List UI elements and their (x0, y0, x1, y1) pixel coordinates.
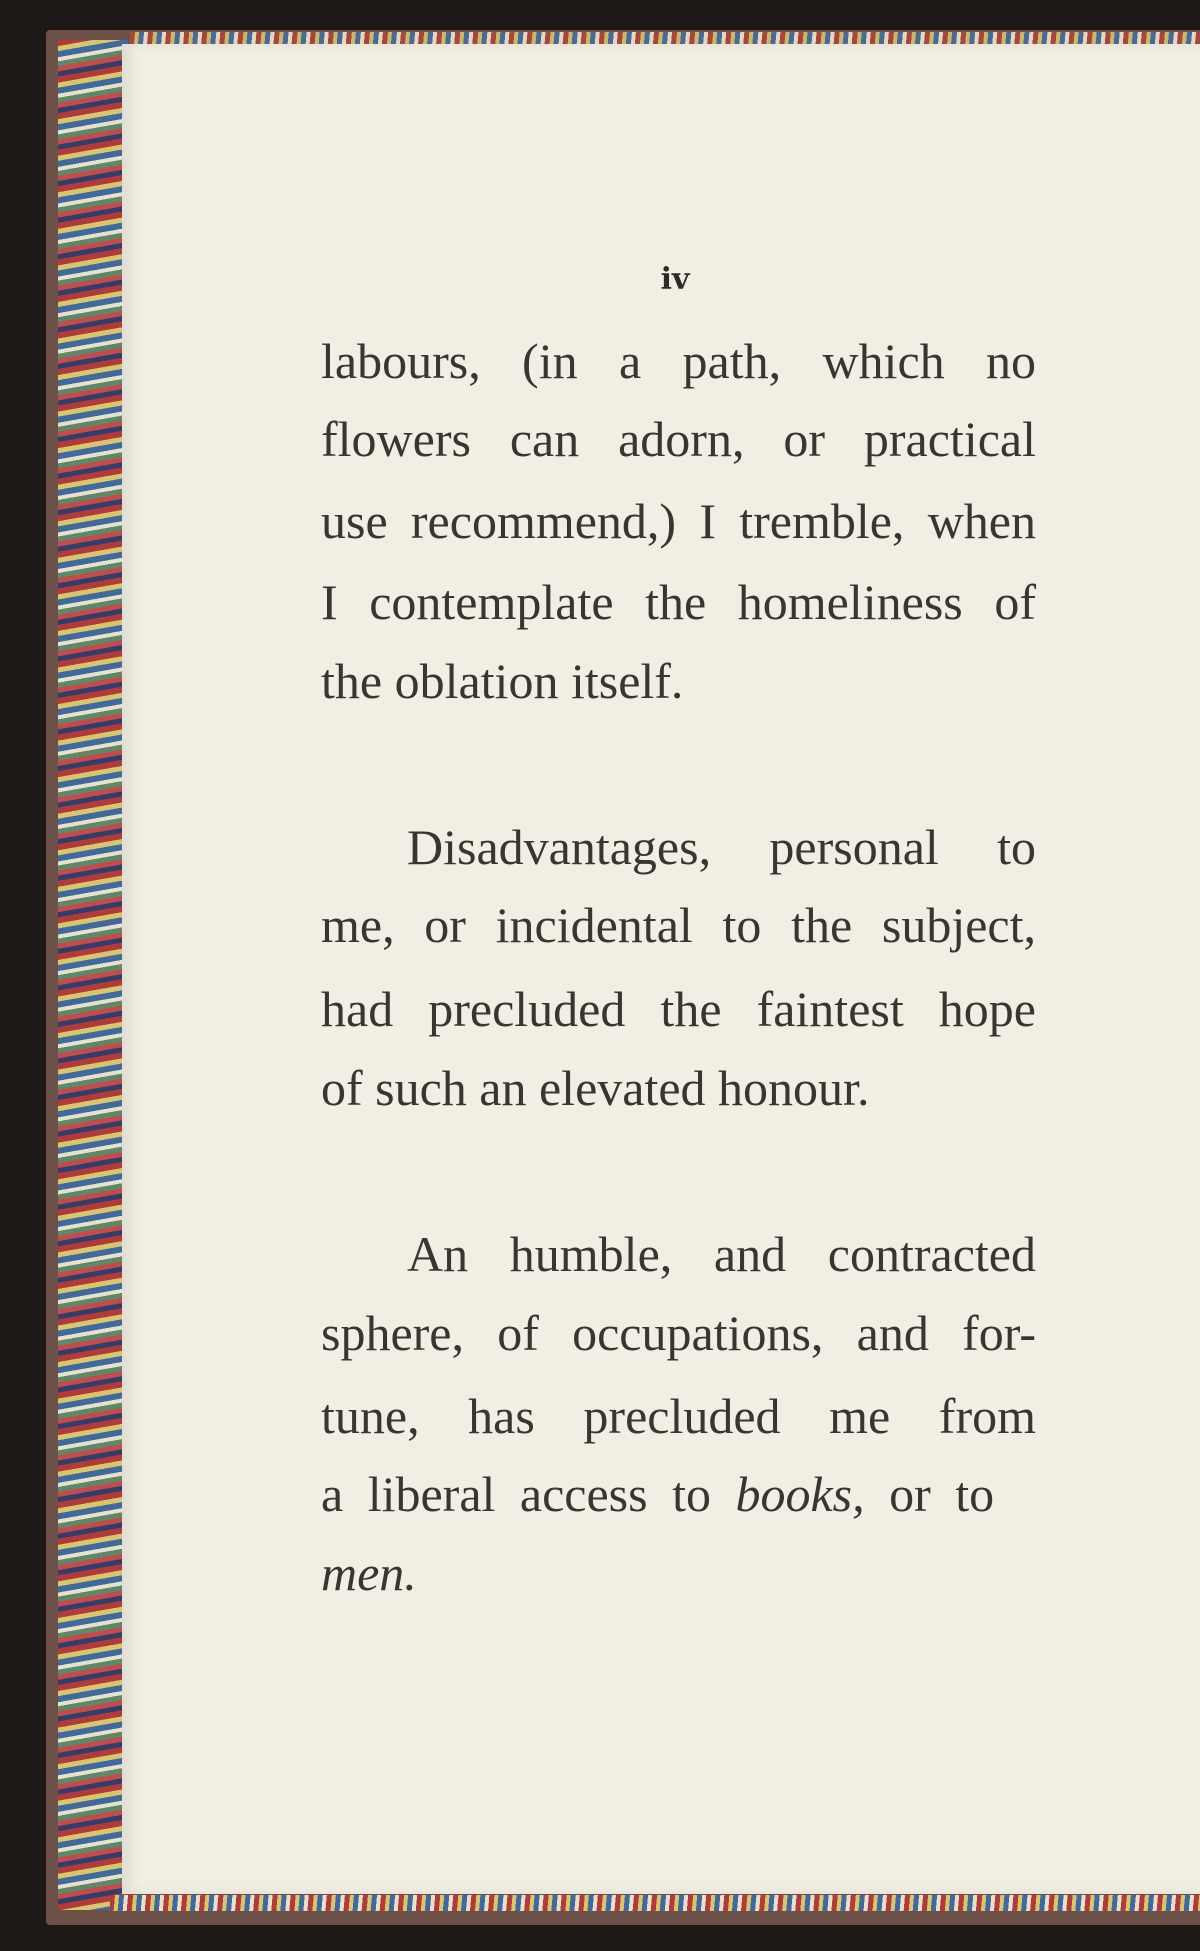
text-line: Disadvantages, personal to (407, 819, 1036, 875)
text-line: me, or incidental to the subject, (321, 897, 1036, 953)
text-line: labours, (in a path, which no (321, 333, 1036, 389)
marbled-edge-left (58, 40, 128, 1910)
text-line: of such an elevated honour. (321, 1060, 870, 1116)
italic-word: men. (321, 1545, 417, 1601)
text-line (321, 1466, 1036, 1522)
book-page (122, 44, 1200, 1894)
page-number: iv (660, 262, 690, 297)
text-segment: or to (864, 1466, 995, 1522)
text-segment: a liberal access to (321, 1466, 736, 1522)
text-line: I contemplate the homeliness of (321, 574, 1036, 630)
marbled-edge-bottom (110, 1895, 1200, 1911)
text-line: tune, has precluded me from (321, 1388, 1036, 1444)
text-line: the oblation itself. (321, 653, 684, 709)
text-line: use recommend,) I tremble, when (321, 493, 1036, 549)
text-line: An humble, and contracted (407, 1226, 1036, 1282)
text-line: flowers can adorn, or practical (321, 411, 1036, 467)
text-line: sphere, of occupations, and for- (321, 1305, 1036, 1361)
italic-word: books, (735, 1466, 865, 1522)
text-line: had precluded the faintest hope (321, 981, 1036, 1037)
